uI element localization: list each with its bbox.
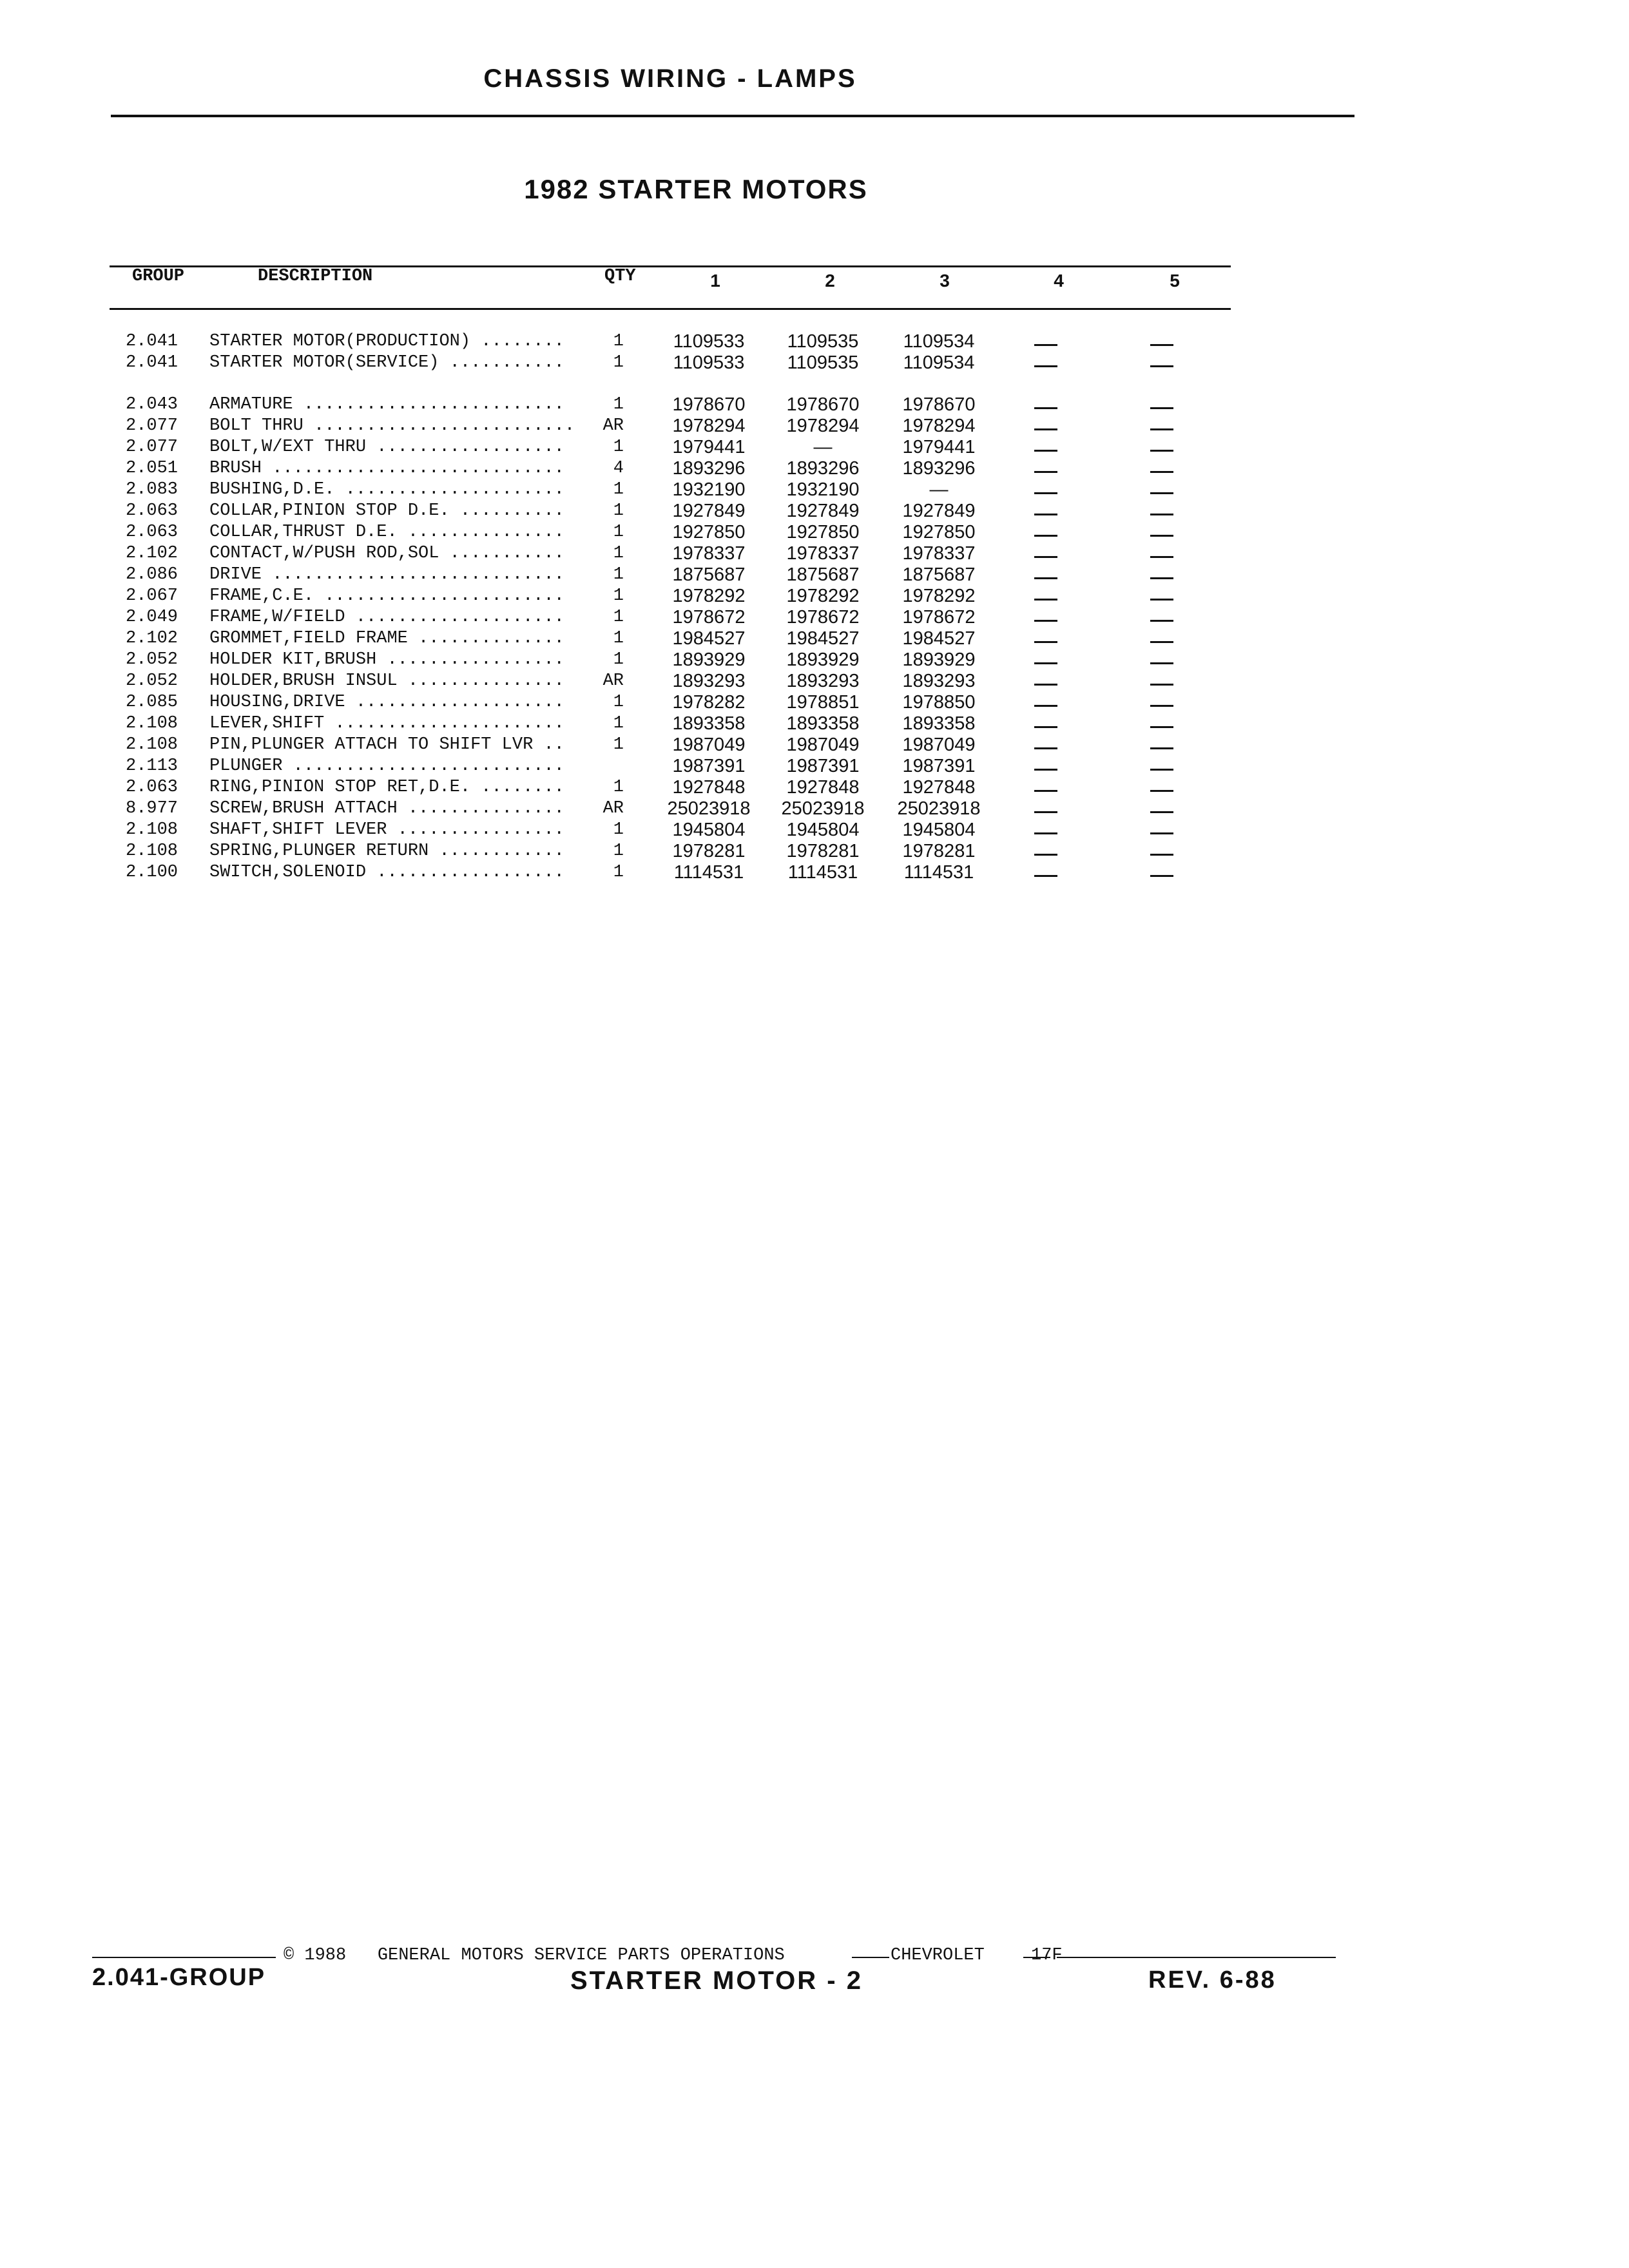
row-part-1: 1109533: [673, 331, 745, 352]
empty-dash-5: [1150, 832, 1173, 834]
row-qty: 1: [613, 353, 624, 372]
row-description: HOLDER,BRUSH INSUL ...............: [209, 671, 564, 691]
row-group: 2.063: [126, 778, 178, 797]
row-part-1: 1927850: [672, 522, 746, 543]
row-part-1: 1945804: [672, 820, 746, 840]
row-description: HOLDER KIT,BRUSH .................: [209, 650, 564, 669]
row-part-2: 1978337: [786, 543, 860, 564]
row-description: BRUSH ............................: [209, 459, 564, 478]
row-part-1: 1927849: [672, 501, 746, 521]
table-row: [0, 437, 1629, 458]
row-part-1: 1978294: [672, 416, 746, 436]
footer-section: STARTER MOTOR - 2: [570, 1966, 863, 1995]
row-qty: AR: [602, 671, 624, 691]
row-part-1: 1978282: [672, 692, 746, 713]
row-part-1: 1984527: [672, 628, 746, 649]
col-header-qty: QTY: [604, 267, 636, 286]
row-part-2: 25023918: [781, 798, 865, 819]
row-part-2: 1978851: [786, 692, 860, 713]
row-group: 8.977: [126, 799, 178, 818]
row-part-3: 1893296: [902, 458, 976, 479]
row-part-3: 1978672: [902, 607, 976, 628]
empty-dash-4: [1034, 641, 1057, 643]
empty-dash-4: [1034, 811, 1057, 813]
footer-copyright: © 1988 GENERAL MOTORS SERVICE PARTS OPERATIONS: [284, 1946, 785, 1965]
row-part-1: 1893296: [672, 458, 746, 479]
row-part-2: 1978670: [786, 394, 860, 415]
row-description: SHAFT,SHIFT LEVER ................: [209, 820, 564, 840]
footer-rule-left: [92, 1957, 276, 1958]
row-group: 2.063: [126, 501, 178, 521]
row-part-2: 1987049: [786, 735, 860, 755]
row-group: 2.043: [126, 395, 178, 414]
empty-dash-4: [1034, 662, 1057, 664]
row-part-3: 1109534: [903, 352, 975, 373]
table-row: [0, 352, 1629, 374]
col-header-5: 5: [1170, 271, 1180, 291]
row-part-3: 1978337: [902, 543, 976, 564]
table-row: [0, 501, 1629, 522]
row-group: 2.085: [126, 693, 178, 712]
empty-dash-4: [1034, 854, 1057, 856]
row-part-2: 1893358: [786, 713, 860, 734]
row-part-3: 1987391: [902, 756, 976, 776]
empty-dash-5: [1150, 514, 1173, 515]
row-qty: 1: [613, 863, 624, 882]
col-header-description: DESCRIPTION: [258, 267, 373, 286]
empty-dash-4: [1034, 832, 1057, 834]
empty-dash-4: [1034, 705, 1057, 707]
row-part-2: 1114531: [787, 862, 858, 883]
row-part-3: 1927849: [902, 501, 976, 521]
parts-table-body: [0, 331, 1629, 883]
row-description: CONTACT,W/PUSH ROD,SOL ...........: [209, 544, 564, 563]
row-part-2: 1927848: [786, 777, 860, 798]
row-group: 2.052: [126, 650, 178, 669]
empty-dash-4: [1034, 577, 1057, 579]
row-qty: 1: [613, 629, 624, 648]
row-part-2: 1978294: [786, 416, 860, 436]
row-description: HOUSING,DRIVE ....................: [209, 693, 564, 712]
empty-dash-5: [1150, 535, 1173, 537]
row-group: 2.067: [126, 586, 178, 606]
empty-dash-4: [1034, 790, 1057, 792]
col-header-1: 1: [710, 271, 720, 291]
table-row: [0, 543, 1629, 564]
row-part-2: 1978281: [786, 841, 860, 861]
row-part-1: 1893358: [672, 713, 746, 734]
row-description: PLUNGER ..........................: [209, 756, 564, 776]
empty-dash-5: [1150, 407, 1173, 409]
row-part-2: 1984527: [786, 628, 860, 649]
row-description: RING,PINION STOP RET,D.E. ........: [209, 778, 564, 797]
row-description: STARTER MOTOR(PRODUCTION) ........: [209, 332, 564, 351]
row-part-1: 1979441: [672, 437, 746, 457]
header-rule: [111, 115, 1354, 117]
table-row: [0, 862, 1629, 883]
row-part-1: 1978281: [672, 841, 746, 861]
empty-dash-5: [1150, 365, 1173, 367]
section-title: CHASSIS WIRING - LAMPS: [483, 64, 857, 93]
row-part-1: 1893929: [672, 649, 746, 670]
row-part-2: 1875687: [786, 564, 860, 585]
col-header-3: 3: [940, 271, 950, 291]
table-row: [0, 458, 1629, 479]
empty-dash-5: [1150, 854, 1173, 856]
row-group: 2.113: [126, 756, 178, 776]
row-part-3: 1927850: [902, 522, 976, 543]
row-qty: 1: [613, 480, 624, 499]
table-row: [0, 479, 1629, 501]
row-part-3: 1978292: [902, 586, 976, 606]
empty-dash-5: [1150, 747, 1173, 749]
table-row: [0, 735, 1629, 756]
empty-dash-5: [1150, 428, 1173, 430]
row-part-3: 1114531: [903, 862, 974, 883]
table-row: [0, 671, 1629, 692]
footer-rule-right: [1057, 1957, 1336, 1958]
row-qty: 1: [613, 523, 624, 542]
empty-dash-5: [1150, 705, 1173, 707]
row-description: SCREW,BRUSH ATTACH ...............: [209, 799, 564, 818]
empty-dash-5: [1150, 726, 1173, 728]
row-description: ARMATURE .........................: [209, 395, 564, 414]
row-qty: 1: [613, 778, 624, 797]
row-group: 2.052: [126, 671, 178, 691]
row-qty: AR: [602, 799, 624, 818]
row-group: 2.077: [126, 416, 178, 436]
empty-dash-5: [1150, 875, 1173, 877]
row-group: 2.049: [126, 608, 178, 627]
col-header-4: 4: [1054, 271, 1064, 291]
empty-dash-4: [1034, 556, 1057, 558]
footer-rule-mid: [852, 1957, 889, 1958]
empty-dash-4: [1034, 726, 1057, 728]
row-part-1: 1978672: [672, 607, 746, 628]
row-part-2: 1978672: [786, 607, 860, 628]
footer-code: 17F: [1031, 1946, 1063, 1965]
empty-dash-4: [1034, 450, 1057, 452]
table-row: [0, 756, 1629, 777]
table-row: [0, 522, 1629, 543]
row-qty: 4: [613, 459, 624, 478]
row-qty: AR: [602, 416, 624, 436]
row-part-1: 1978670: [672, 394, 746, 415]
row-part-2: 1987391: [786, 756, 860, 776]
empty-dash-4: [1034, 492, 1057, 494]
empty-dash-5: [1150, 577, 1173, 579]
table-row: [0, 564, 1629, 586]
row-qty: 1: [613, 501, 624, 521]
footer-copyright-line: [284, 1946, 785, 1965]
table-row: [0, 586, 1629, 607]
row-part-2: 1893929: [786, 649, 860, 670]
row-description: FRAME,C.E. .......................: [209, 586, 564, 606]
row-part-2: 1945804: [786, 820, 860, 840]
row-part-3: 1987049: [902, 735, 976, 755]
row-part-2: 1893296: [786, 458, 860, 479]
empty-dash-5: [1150, 492, 1173, 494]
table-row: [0, 649, 1629, 671]
empty-dash-5: [1150, 599, 1173, 601]
table-row: [0, 394, 1629, 416]
row-part-1: 1978292: [672, 586, 746, 606]
row-qty: 1: [613, 437, 624, 457]
row-part-3: 1109534: [903, 331, 975, 352]
row-group: 2.041: [126, 353, 178, 372]
row-part-1: 1927848: [672, 777, 746, 798]
row-part-2: 1109535: [787, 352, 859, 373]
row-part-1: 1109533: [673, 352, 745, 373]
row-description: GROMMET,FIELD FRAME ..............: [209, 629, 564, 648]
table-row: [0, 713, 1629, 735]
row-qty: 1: [613, 841, 624, 861]
table-row: [0, 692, 1629, 713]
row-part-2: 1927850: [786, 522, 860, 543]
row-group: 2.041: [126, 332, 178, 351]
row-group: 2.100: [126, 863, 178, 882]
table-row: [0, 331, 1629, 352]
row-description: DRIVE ............................: [209, 565, 564, 584]
row-group: 2.102: [126, 629, 178, 648]
empty-dash-4: [1034, 471, 1057, 473]
empty-dash-5: [1150, 620, 1173, 622]
row-description: BOLT,W/EXT THRU ..................: [209, 437, 564, 457]
row-group: 2.086: [126, 565, 178, 584]
empty-dash-5: [1150, 471, 1173, 473]
row-description: FRAME,W/FIELD ....................: [209, 608, 564, 627]
empty-dash-5: [1150, 811, 1173, 813]
row-part-3: 1927848: [902, 777, 976, 798]
row-part-3: 1979441: [902, 437, 976, 457]
row-part-3: 1978850: [902, 692, 976, 713]
row-group: 2.108: [126, 841, 178, 861]
footer-chevrolet: CHEVROLET: [891, 1946, 985, 1965]
empty-dash-4: [1034, 365, 1057, 367]
empty-dash-5: [1150, 641, 1173, 643]
row-qty: 1: [613, 608, 624, 627]
row-qty: 1: [613, 586, 624, 606]
empty-dash-4: [1034, 344, 1057, 346]
row-description: SWITCH,SOLENOID ..................: [209, 863, 564, 882]
empty-dash-5: [1150, 556, 1173, 558]
table-row: [0, 798, 1629, 820]
row-part-3: 25023918: [897, 798, 981, 819]
row-part-1: 1893293: [672, 671, 746, 691]
row-part-1: 25023918: [667, 798, 751, 819]
empty-dash-4: [1034, 620, 1057, 622]
row-part-2: 1893293: [786, 671, 860, 691]
col-header-2: 2: [825, 271, 835, 291]
row-group: 2.108: [126, 714, 178, 733]
table-row: [0, 777, 1629, 798]
row-qty: 1: [613, 565, 624, 584]
row-qty: 1: [613, 714, 624, 733]
row-part-3: 1978294: [902, 416, 976, 436]
row-description: COLLAR,PINION STOP D.E. ..........: [209, 501, 564, 521]
row-group: 2.083: [126, 480, 178, 499]
row-qty: 1: [613, 395, 624, 414]
row-description: BOLT THRU .........................: [209, 416, 575, 436]
row-part-3: 1893929: [902, 649, 976, 670]
row-part-3: —: [929, 479, 949, 500]
empty-dash-4: [1034, 407, 1057, 409]
row-part-2: —: [813, 437, 833, 457]
row-part-3: 1978670: [902, 394, 976, 415]
row-part-3: 1978281: [902, 841, 976, 861]
row-part-3: 1875687: [902, 564, 976, 585]
row-description: SPRING,PLUNGER RETURN ............: [209, 841, 564, 861]
table-header-rule: [110, 308, 1231, 310]
row-description: BUSHING,D.E. .....................: [209, 480, 564, 499]
row-qty: 1: [613, 693, 624, 712]
table-row: [0, 841, 1629, 862]
footer-group-ref: 2.041-GROUP: [92, 1964, 266, 1991]
row-part-3: 1893358: [902, 713, 976, 734]
row-qty: 1: [613, 735, 624, 754]
row-part-3: 1984527: [902, 628, 976, 649]
footer-revision: REV. 6-88: [1148, 1966, 1277, 1994]
row-part-1: 1987049: [672, 735, 746, 755]
empty-dash-4: [1034, 514, 1057, 515]
row-group: 2.077: [126, 437, 178, 457]
empty-dash-4: [1034, 684, 1057, 686]
row-description: LEVER,SHIFT ......................: [209, 714, 564, 733]
row-part-1: 1875687: [672, 564, 746, 585]
row-part-1: 1987391: [672, 756, 746, 776]
row-part-2: 1927849: [786, 501, 860, 521]
row-description: STARTER MOTOR(SERVICE) ...........: [209, 353, 564, 372]
empty-dash-4: [1034, 747, 1057, 749]
table-row: [0, 628, 1629, 649]
row-group: 2.108: [126, 820, 178, 840]
row-group: 2.108: [126, 735, 178, 754]
table-row: [0, 416, 1629, 437]
row-part-3: 1893293: [902, 671, 976, 691]
row-part-1: 1114531: [673, 862, 744, 883]
empty-dash-5: [1150, 769, 1173, 771]
empty-dash-4: [1034, 599, 1057, 601]
row-part-1: 1932190: [672, 479, 746, 500]
row-group: 2.063: [126, 523, 178, 542]
row-qty: 1: [613, 650, 624, 669]
empty-dash-5: [1150, 790, 1173, 792]
table-row: [0, 607, 1629, 628]
row-part-1: 1978337: [672, 543, 746, 564]
empty-dash-5: [1150, 662, 1173, 664]
row-group: 2.102: [126, 544, 178, 563]
row-part-2: 1978292: [786, 586, 860, 606]
row-qty: 1: [613, 820, 624, 840]
row-description: COLLAR,THRUST D.E. ...............: [209, 523, 564, 542]
row-part-2: 1932190: [786, 479, 860, 500]
row-part-2: 1109535: [787, 331, 859, 352]
row-qty: 1: [613, 544, 624, 563]
page-title: 1982 STARTER MOTORS: [524, 174, 868, 204]
col-header-group: GROUP: [132, 267, 185, 286]
empty-dash-4: [1034, 428, 1057, 430]
empty-dash-5: [1150, 684, 1173, 686]
empty-dash-4: [1034, 535, 1057, 537]
empty-dash-4: [1034, 769, 1057, 771]
empty-dash-5: [1150, 450, 1173, 452]
row-description: PIN,PLUNGER ATTACH TO SHIFT LVR ..: [209, 735, 564, 754]
empty-dash-4: [1034, 875, 1057, 877]
row-group: 2.051: [126, 459, 178, 478]
table-row: [0, 820, 1629, 841]
empty-dash-5: [1150, 344, 1173, 346]
row-qty: 1: [613, 332, 624, 351]
row-part-3: 1945804: [902, 820, 976, 840]
